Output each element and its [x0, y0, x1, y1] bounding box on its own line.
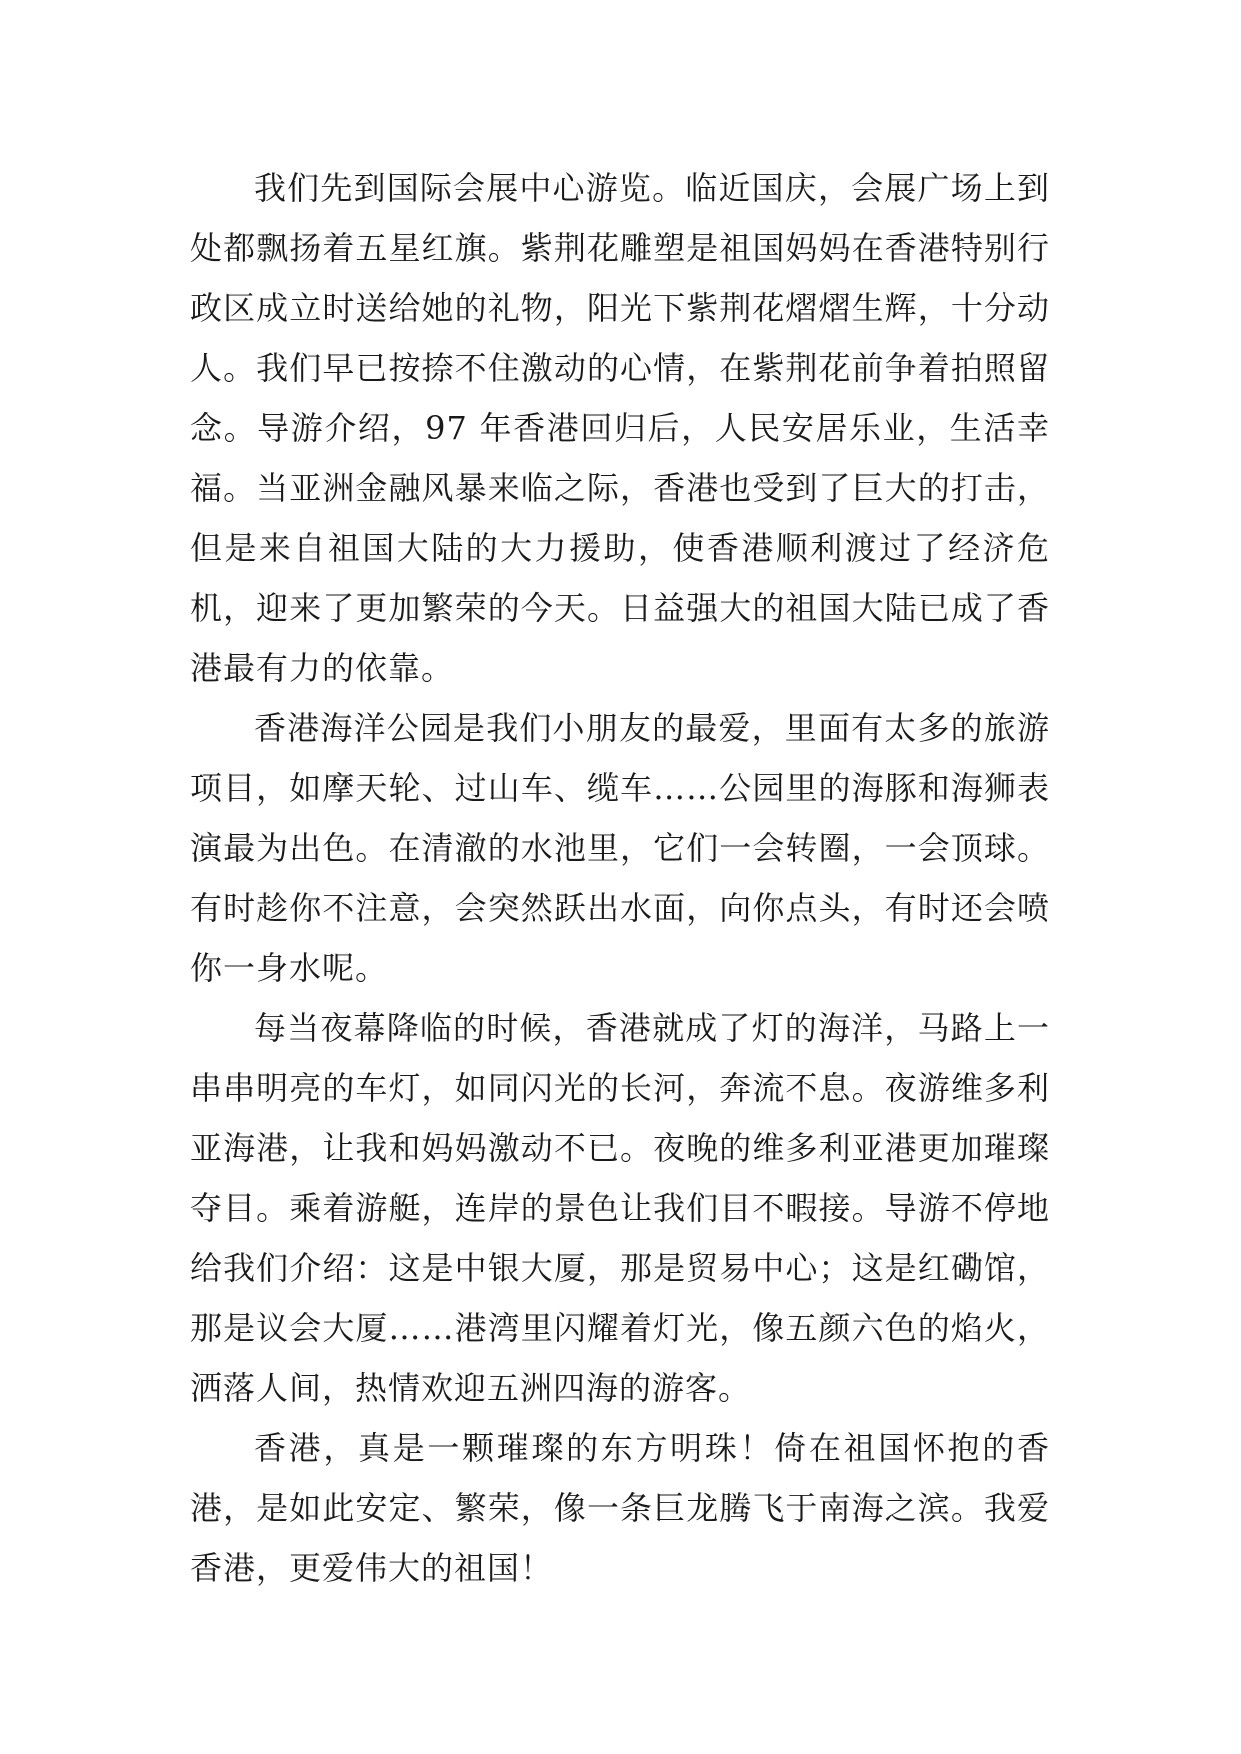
paragraph-convention-center: 我们先到国际会展中心游览。临近国庆，会展广场上到处都飘扬着五星红旗。紫荆花雕塑是祖国妈妈在香港特别行政区成立时送给她的礼物，阳光下紫荆花熠熠生辉，十分动人。我们早已按捺不住激动的心情，在紫荆花前争着拍照留念。导游介绍，97 年香港回归后，人民安居乐业，生活幸福。当亚洲金融风暴来临之际，香港也受到了巨大的打击，但是来自祖国大陆的大力援助，使香港顺利渡过了经济危机，迎来了更加繁荣的今天。日益强大的祖国大陆已成了香港最有力的依靠。: [190, 169, 1050, 687]
document-body: [190, 158, 1050, 1598]
paragraph-victoria-harbour: 每当夜幕降临的时候，香港就成了灯的海洋，马路上一串串明亮的车灯，如同闪光的长河，奔流不息。夜游维多利亚海港，让我和妈妈激动不已。夜晚的维多利亚港更加璀璨夺目。乘着游艇，连岸的景色让我们目不暇接。导游不停地给我们介绍：这是中银大厦，那是贸易中心；这是红磡馆，那是议会大厦……港湾里闪耀着灯光，像五颜六色的焰火，洒落人间，热情欢迎五洲四海的游客。: [190, 1009, 1050, 1407]
paragraph-conclusion: 香港，真是一颗璀璨的东方明珠！倚在祖国怀抱的香港，是如此安定、繁荣，像一条巨龙腾飞于南海之滨。我爱香港，更爱伟大的祖国！: [190, 1429, 1050, 1587]
paragraph-ocean-park: 香港海洋公园是我们小朋友的最爱，里面有太多的旅游项目，如摩天轮、过山车、缆车……公园里的海豚和海狮表演最为出色。在清澈的水池里，它们一会转圈，一会顶球。有时趁你不注意，会突然跃出水面，向你点头，有时还会喷你一身水呢。: [190, 709, 1050, 987]
